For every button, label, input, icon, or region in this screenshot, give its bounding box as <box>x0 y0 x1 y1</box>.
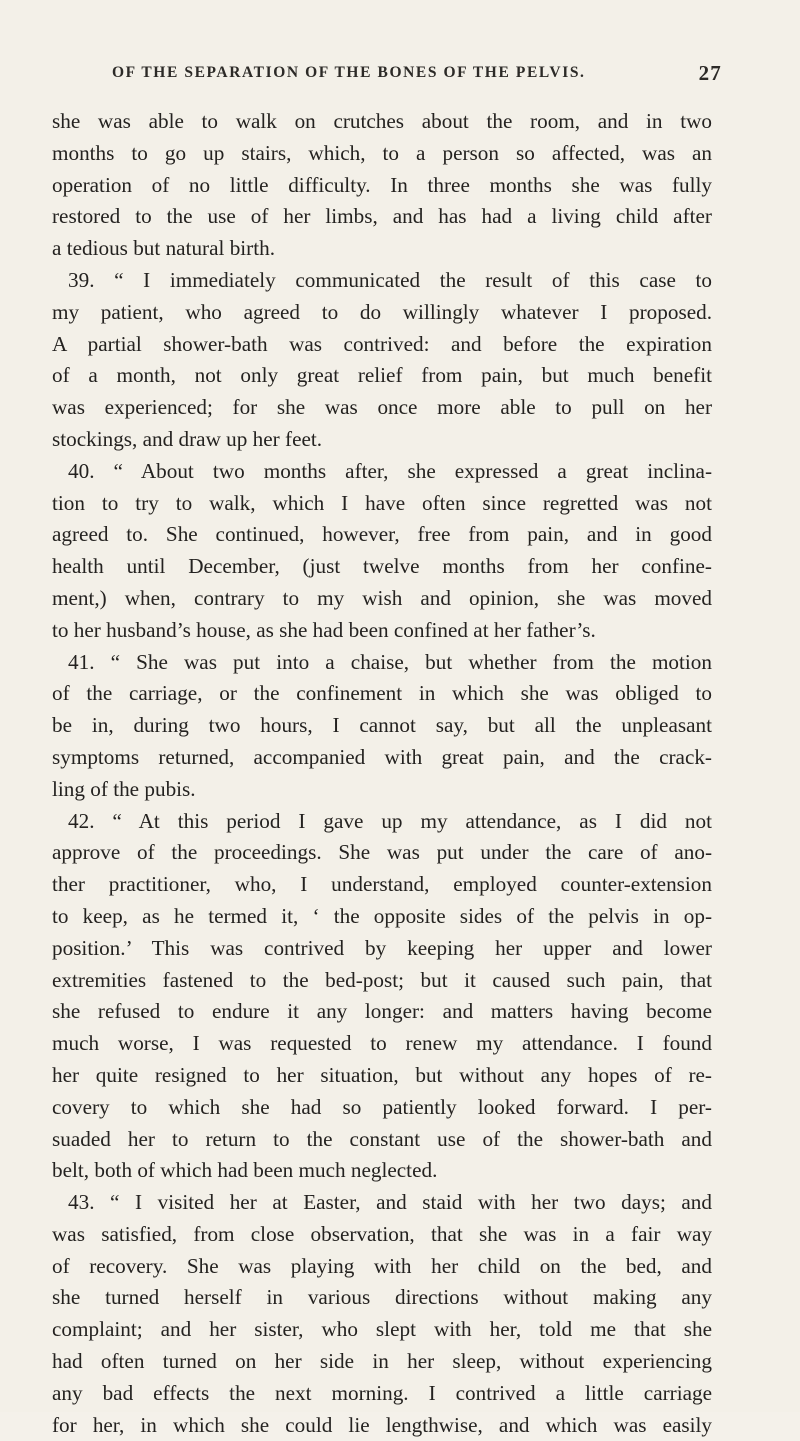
text-line: 39. “ I immediately communicated the result of this case to <box>68 267 712 292</box>
text-line: of the carriage, or the confinement in which she was obliged to <box>52 681 712 706</box>
text-line: symptoms returned, accompanied with great pain, and the crack- <box>52 744 712 769</box>
text-line: 41. “ She was put into a chaise, but whether from the motion <box>68 649 712 674</box>
running-title: OF THE SEPARATION OF THE BONES OF THE PELVIS. <box>112 64 586 81</box>
text-line: much worse, I was requested to renew my attendance. I found <box>52 1031 712 1056</box>
text-line: position.’ This was contrived by keeping her upper and lower <box>52 935 712 960</box>
text-line: her quite resigned to her situation, but without any hopes of re- <box>52 1062 712 1087</box>
text-line: 43. “ I visited her at Easter, and staid with her two days; and <box>68 1190 712 1215</box>
text-line: be in, during two hours, I cannot say, but all the unpleasant <box>52 713 712 738</box>
text-line: she refused to endure it any longer: and matters having become <box>52 999 712 1024</box>
body-text <box>52 106 712 1441</box>
text-line: any bad effects the next morning. I contrived a little carriage <box>52 1380 712 1405</box>
text-line: she turned herself in various directions without making any <box>52 1285 712 1310</box>
text-line: of a month, not only great relief from pain, but much benefit <box>52 363 712 388</box>
text-line: had often turned on her side in her sleep, without experiencing <box>52 1349 712 1374</box>
text-line: months to go up stairs, which, to a person so affected, was an <box>52 140 712 165</box>
text-line: complaint; and her sister, who slept with her, told me that she <box>52 1317 712 1342</box>
text-line: ther practitioner, who, I understand, employed counter-extension <box>52 872 712 897</box>
text-line: tion to try to walk, which I have often since regretted was not <box>52 490 712 515</box>
text-line: my patient, who agreed to do willingly whatever I proposed. <box>52 299 712 324</box>
text-line: restored to the use of her limbs, and has had a living child after <box>52 204 712 229</box>
text-line: 40. “ About two months after, she expressed a great inclina- <box>68 458 712 483</box>
text-line: was satisfied, from close observation, that she was in a fair way <box>52 1221 712 1246</box>
text-line: of recovery. She was playing with her child on the bed, and <box>52 1253 712 1278</box>
text-line: for her, in which she could lie lengthwise, and which was easily <box>52 1412 712 1437</box>
text-line: approve of the proceedings. She was put under the care of ano- <box>52 840 712 865</box>
text-line: a tedious but natural birth. <box>52 236 276 261</box>
text-line: stockings, and draw up her feet. <box>52 426 323 451</box>
text-line: ling of the pubis. <box>52 776 196 801</box>
text-line: she was able to walk on crutches about the room, and in two <box>52 109 712 133</box>
text-line: to her husband’s house, as she had been confined at her father’s. <box>52 617 596 642</box>
text-line: 42. “ At this period I gave up my attendance, as I did not <box>68 808 712 833</box>
text-line: covery to which she had so patiently looked forward. I per- <box>52 1094 712 1119</box>
text-line: health until December, (just twelve months from her confine- <box>52 554 712 579</box>
text-line: suaded her to return to the constant use of the shower-bath and <box>52 1126 712 1151</box>
text-line: ment,) when, contrary to my wish and opinion, she was moved <box>52 585 712 610</box>
page-number: 27 <box>698 61 722 85</box>
text-line: agreed to. She continued, however, free from pain, and in good <box>52 522 712 547</box>
text-line: was experienced; for she was once more able to pull on her <box>52 395 712 420</box>
text-line: A partial shower-bath was contrived: and before the expiration <box>52 331 712 356</box>
text-line: extremities fastened to the bed-post; but it caused such pain, that <box>52 967 712 992</box>
text-line: to keep, as he termed it, ‘ the opposite sides of the pelvis in op- <box>52 903 712 928</box>
running-head <box>112 61 722 90</box>
text-line: operation of no little difficulty. In three months she was fully <box>52 172 712 197</box>
text-line: belt, both of which had been much neglected. <box>52 1158 438 1183</box>
